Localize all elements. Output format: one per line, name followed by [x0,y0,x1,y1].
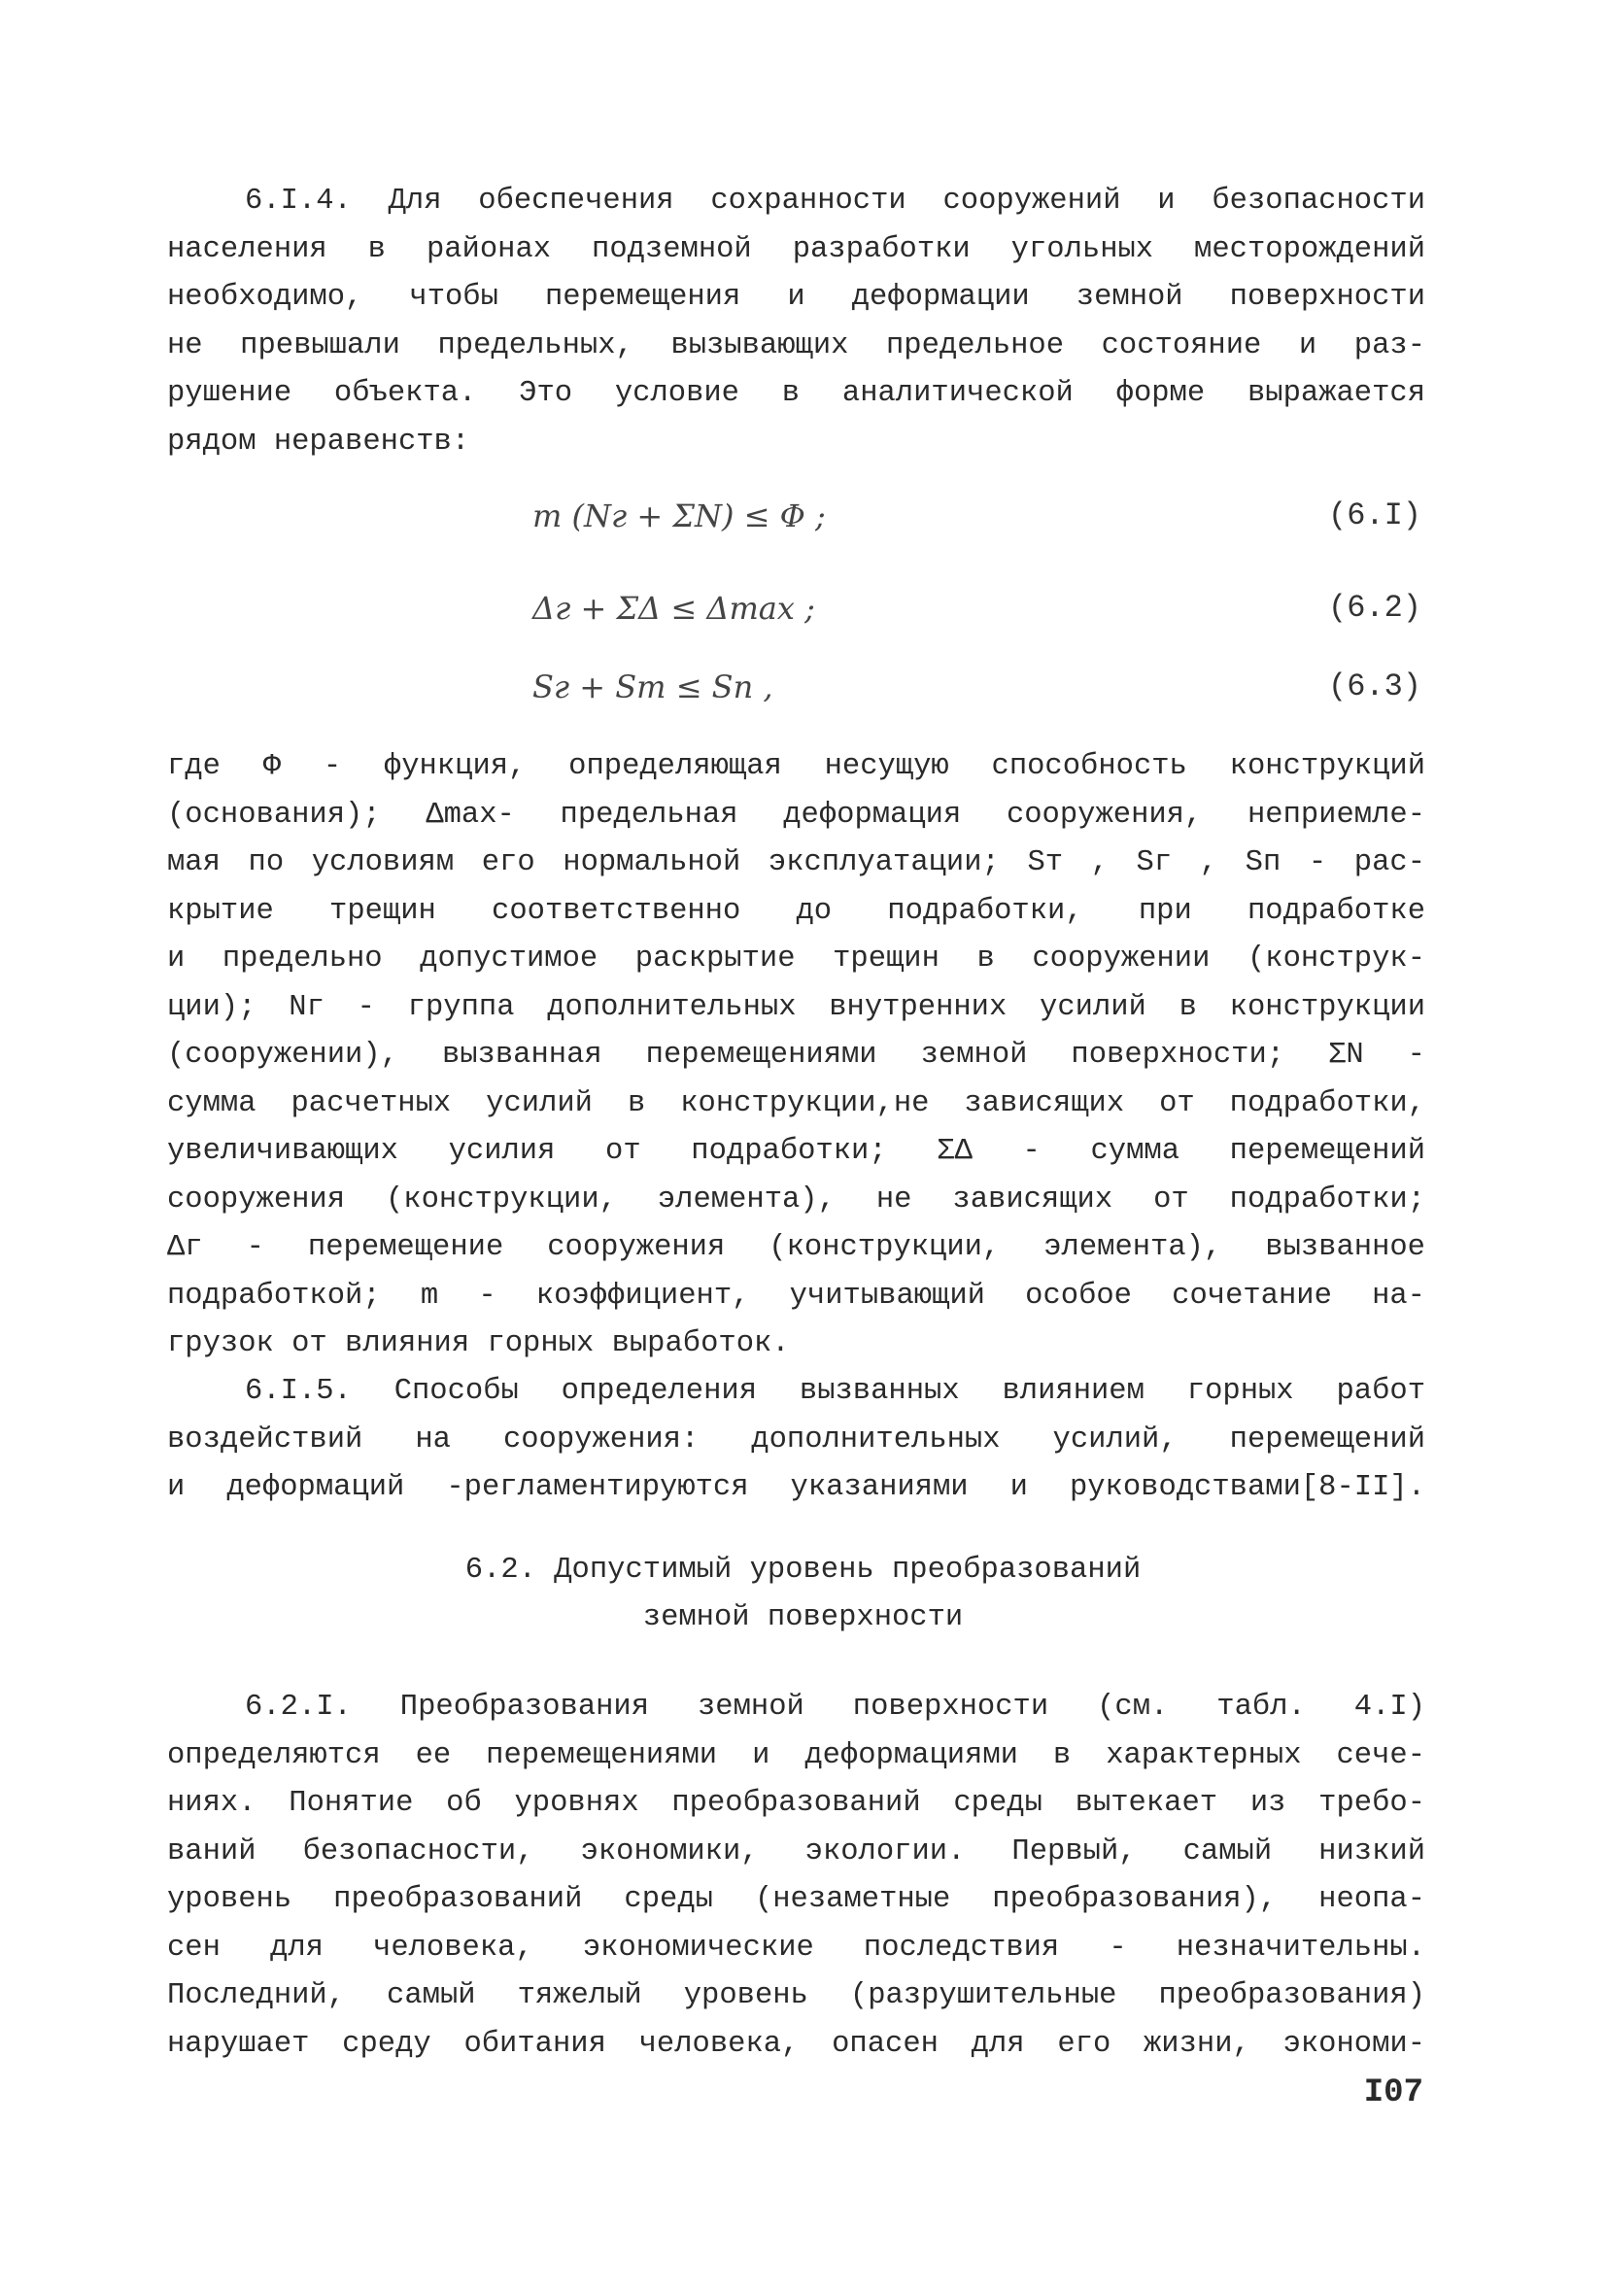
text-line: где Φ - функция, определяющая несущую способность конструкций [167,750,1425,783]
paragraph-definitions [167,743,1425,1369]
text-line: ваний безопасности, экономики, экологии. Первый, самый низкий [167,1834,1425,1868]
section-heading [0,1547,1606,1642]
text-line: (основания); Δmax- предельная деформация сооружения, неприемле- [167,798,1425,832]
text-line: и деформаций -регламентируются указаниями и руководствами[8-II]. [167,1471,1425,1504]
text-line: сен для человека, экономические последствия - незначительны. [167,1931,1425,1965]
text-line: 6.I.5. Способы определения вызванных влиянием горных работ [245,1375,1425,1408]
formula-6-2: Δг + ΣΔ ≤ Δmax ; [532,590,815,627]
text-line: Последний, самый тяжелый уровень (разрушительные преобразования) [167,1979,1425,2012]
section-heading-line: 6.2. Допустимый уровень преобразований [464,1554,1142,1587]
text-line: нарушает среду обитания человека, опасен для его жизни, экономи- [167,2027,1425,2061]
paragraph-6-2-1 [167,1684,1425,2069]
text-line: рушение объекта. Это условие в аналитической форме выражается [167,377,1425,410]
text-line: 6.2.I. Преобразования земной поверхности (см. табл. 4.I) [245,1691,1425,1724]
text-line: не превышали предельных, вызывающих предельное состояние и раз- [167,328,1425,362]
text-line: сооружения (конструкции, элемента), не зависящих от подработки; [167,1182,1425,1217]
paragraph-6-1-5 [167,1368,1425,1513]
text-line: населения в районах подземной разработки угольных месторождений [167,232,1425,266]
text-line: Δг - перемещение сооружения (конструкции, элемента), вызванное [167,1231,1425,1264]
text-line: крытие трещин соответственно до подработки, при подработке [167,894,1425,928]
text-line: подработкой; m - коэффициент, учитывающий особое сочетание на- [167,1279,1425,1313]
text-line: 6.I.4. Для обеспечения сохранности сооружений и безопасности [245,185,1425,218]
text-line: (сооружении), вызванная перемещениями земной поверхности; ΣN - [167,1039,1425,1072]
text-line: сумма расчетных усилий в конструкции,не зависящих от подработки, [167,1086,1425,1120]
text-line: определяются ее перемещениями и деформациями в характерных сече- [167,1738,1425,1772]
page-number: I07 [1363,2074,1423,2111]
text-line: увеличивающих усилия от подработки; ΣΔ - сумма перемещений [167,1135,1425,1168]
text-line: необходимо, чтобы перемещения и деформации земной поверхности [167,281,1425,314]
paragraph-6-1-4 [167,178,1425,466]
text-line: рядом неравенств: [167,425,470,459]
text-line: ции); Nг - группа дополнительных внутренних усилий в конструкции [167,990,1425,1024]
formula-number: (6.2) [1327,590,1421,626]
text-line: и предельно допустимое раскрытие трещин в сооружении (конструк- [167,942,1425,976]
formula-number: (6.I) [1327,497,1421,533]
formula-6-3: Sг + Sт ≤ Sп , [532,668,773,705]
text-line: воздействий на сооружения: дополнительных усилий, перемещений [167,1422,1425,1456]
text-line: ниях. Понятие об уровнях преобразований среды вытекает из требо- [167,1787,1425,1820]
section-heading-line: земной поверхности [642,1601,964,1634]
text-line: грузок от влияния горных выработок. [167,1327,790,1360]
formula-6-1: m (Nг + ΣN) ≤ Φ ; [532,497,826,534]
text-line: мая по условиям его нормальной эксплуатации; Sт , Sг , Sп - рас- [167,846,1425,879]
text-line: уровень преобразований среды (незаметные преобразования), неопа- [167,1883,1425,1916]
formula-number: (6.3) [1327,668,1421,704]
